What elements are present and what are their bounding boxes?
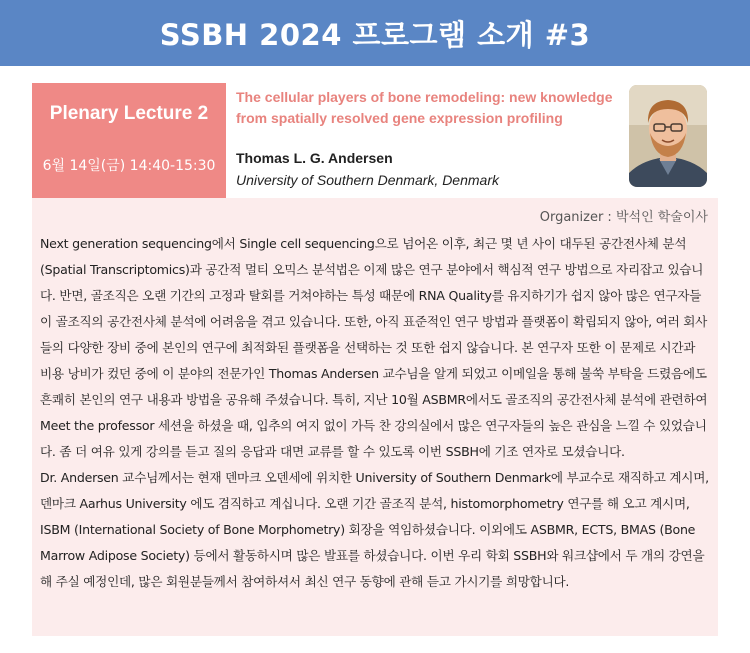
talk-title: The cellular players of bone remodeling: new knowledge from spatially resolved gene expression profiling: [236, 89, 613, 126]
paragraph-2: Dr. Andersen 교수님께서는 현재 덴마크 오덴세에 위치한 University of Southern Denmark에 부교수로 재직하고 계시며, 덴마크 Aarhus University 에도 겸직하고 계십니다. 오랜 기간 골조직 분석, histomorphometry 연구를 해 오고 계시며, ISBM (International Society of Bone Morphometry) 회장을 역임하셨습니다. 이외에도 ASBMR, ECTS, BMAS (Bone Marrow Adipose Society) 등에서 활동하시며 많은 발표를 하셨습니다. 이번 우리 학회 SSBH와 워크샵에서 두 개의 강연을 해 주실 예정인데, 많은 회원분들께서 참여하셔서 최신 연구 동향에 관해 듣고 가시기를 희망합니다.: [40, 470, 709, 589]
banner-title: SSBH 2024 프로그램 소개 #3: [159, 17, 591, 52]
description: [40, 231, 710, 595]
speaker-portrait-icon: [629, 85, 707, 187]
speaker-affiliation: University of Southern Denmark, Denmark: [236, 172, 499, 188]
paragraph-1: Next generation sequencing에서 Single cell sequencing으로 넘어온 이후, 최근 몇 년 사이 대두된 공간전사체 분석(Spatial Transcriptomics)과 공간적 멀티 오믹스 분석법은 이제 많은 연구 분야에서 핵심적 연구 방법으로 자리잡고 있습니다. 반면, 골조직은 오랜 기간의 고정과 탈회를 거쳐야하는 특성 때문에 RNA Quality를 유지하기가 쉽지 않아 많은 연구자들이 골조직의 공간전사체 분석에 어려움을 겪고 있습니다. 또한, 아직 표준적인 연구 방법과 플랫폼이 확립되지 않아, 여러 회사들의 다양한 장비 중에 본인의 연구에 최적화된 플랫폼을 선택하는 것 또한 쉽지 않습니다. 본 연구자 또한 이 문제로 시간과 비용 낭비가 컸던 중에 이 분야의 전문가인 Thomas Andersen 교수님을 알게 되었고 이메일을 통해 불쑥 부탁을 드렸음에도 흔쾌히 본인의 연구 내용과 방법을 공유해 주셨습니다. 특히, 지난 10월 ASBMR에서도 골조직의 공간전사체 분석에 관련하여 Meet the professor 세션을 하셨을 때, 입추의 여지 없이 가득 찬 강의실에서 많은 연구자들의 높은 관심을 느낄 수 있었습니다. 좀 더 여유 있게 강의를 듣고 질의 응답과 대면 교류를 할 수 있도록 이번 SSBH에 기조 연자로 모셨습니다.: [40, 236, 708, 459]
lecture-card: [32, 83, 718, 636]
talk-header: [226, 83, 718, 198]
lecture-title: Plenary Lecture 2: [49, 103, 209, 124]
organizer: Organizer : 박석인 학술이사: [539, 210, 708, 225]
lecture-label-box: [32, 83, 226, 198]
speaker-name: Thomas L. G. Andersen: [236, 150, 393, 166]
lecture-time: 6월 14일(금) 14:40-15:30: [42, 158, 216, 174]
banner: [0, 0, 750, 66]
